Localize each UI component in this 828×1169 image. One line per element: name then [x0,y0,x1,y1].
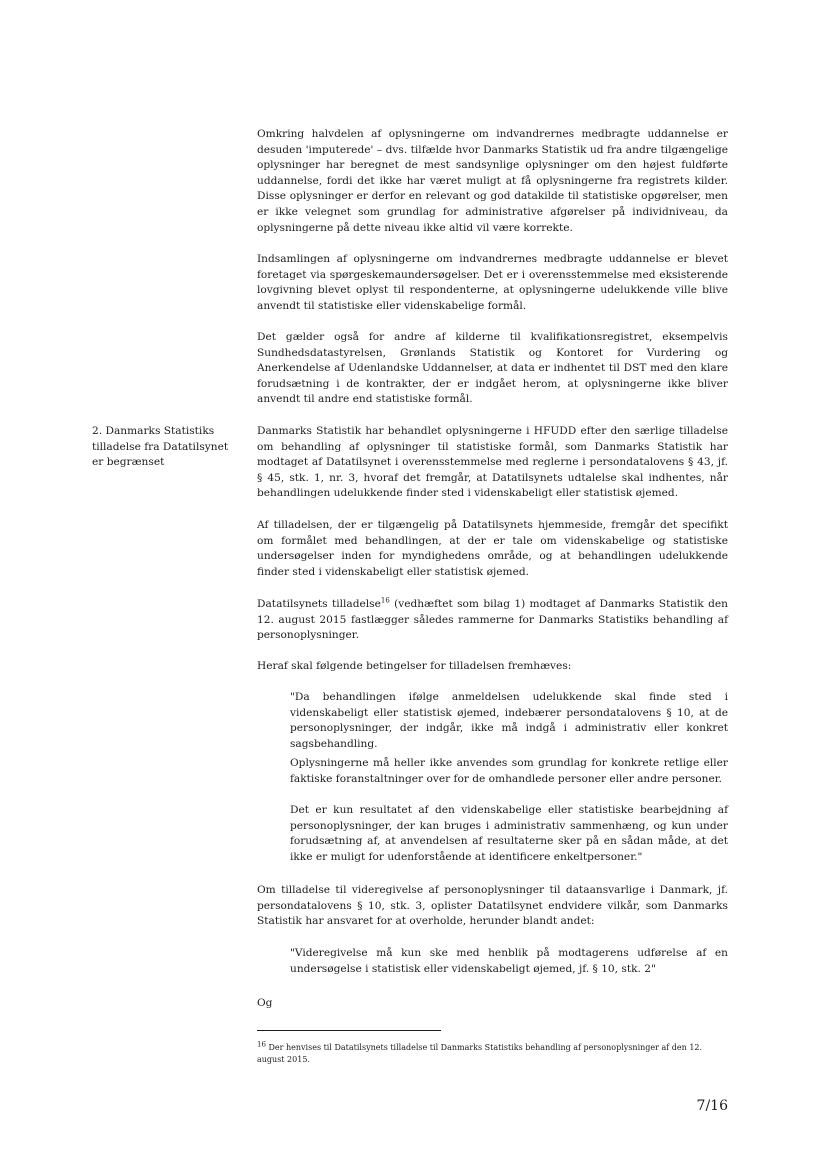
collection-paragraph: Indsamlingen af oplysningerne om indvandrernes medbragte uddannelse er blevet foretaget via spørgeskemaundersøgelser. Det er i overensstemmelse med eksisterende lovgivning blevet oplyst til respondenterne, at oplysningerne udelukkende ville blive anvendt til statistiske eller videnskabelige formål. [257,253,728,312]
page-number: 7/16 [696,1098,728,1114]
footnote-divider [257,1030,441,1031]
footnote [257,1042,728,1066]
footnote-number: 16 [257,1040,266,1049]
purpose-paragraph: Af tilladelsen, der er tilgængelig på Datatilsynets hjemmeside, fremgår det specifikt om formålet med behandlingen, at der er tale om videnskabelige og statistiske undersøgelser inden for myndighedens område, og at behandlingen udelukkende finder sted i videnskabeligt eller statistisk øjemed. [257,519,728,578]
approval-text-end: (vedhæftet som bilag 1) modtaget af Danmarks Statistik den 12. august 2015 fastlægger således rammerne for Danmarks Statistiks behandling af personoplysninger. [257,598,729,642]
quote-3: Det er kun resultatet af den videnskabelige eller statistiske bearbejdning af personoplysninger, der kan bruges i administrativ sammenhæng, og kun under forudsætning af, at anvendelsen af resultaterne sker på en sådan måde, at det ikke er muligt for udenforstående at identificere enkeltpersoner." [290,804,728,863]
quote-1: "Da behandlingen ifølge anmeldelsen udelukkende skal finde sted i videnskabeligt eller statistisk øjemed, indebærer persondatalovens § 10, at de personoplysninger, der indgår, ikke må indgå i administrativ eller konkret sagsbehandling. [290,691,728,750]
sources-paragraph: Det gælder også for andre af kilderne til kvalifikationsregistret, eksempelvis Sundhedsdatastyrelsen, Grønlands Statistik og Kontoret for Vurdering og Anerkendelse af Udenlandske Uddannelser, at data er indhentet til DST med den klare forudsætning i de kontrakter, der er indgået herom, at oplysningerne ikke bliver anvendt til andre end statistiske formål. [257,331,728,406]
footnote-ref: 16 [380,596,390,605]
intro-paragraph: Omkring halvdelen af oplysningerne om indvandrernes medbragte uddannelse er desuden 'imputerede' – dvs. tilfælde hvor Danmarks Statistik ud fra andre tilgængelige oplysninger har beregnet de mest sandsynlige oplysninger om den højest fuldførte uddannelse, fordi det ikke har været muligt at få oplysningerne fra registrets kilder. Disse oplysninger er derfor en relevant og god datakilde til statistiske opgørelser, men er ikke velegnet som grundlag for administrative afgørelser på individniveau, da oplysningerne på dette niveau ikke altid vil være korrekte. [257,128,728,234]
disclosure-paragraph: Om tilladelse til videregivelse af personoplysninger til dataansvarlige i Danmark, jf. persondatalovens § 10, stk. 3, oplister Datatilsynet endvidere vilkår, som Danmarks Statistik har ansvaret for at overholde, herunder blandt andet: [257,884,728,928]
og-line: Og [257,997,273,1009]
quote-4: "Videregivelse må kun ske med henblik på modtagerens udførelse af en undersøgelse i statistisk eller videnskabeligt øjemed, jf. § 10, stk. 2" [290,947,728,975]
quote-2: Oplysningerne må heller ikke anvendes som grundlag for konkrete retlige eller faktiske foranstaltninger over for de omhandlede personer eller andre personer. [290,757,728,785]
approval-paragraph [257,597,728,644]
footnote-text: Der henvises til Datatilsynets tilladelse til Danmarks Statistiks behandling af personoplysninger af den 12. august 2015. [257,1043,703,1064]
conditions-intro: Heraf skal følgende betingelser for tilladelsen fremhæves: [257,660,572,672]
side-heading: 2. Danmarks Statistiks tilladelse fra Datatilsynet er begrænset [92,425,229,469]
approval-text-start: Datatilsynets tilladelse [257,598,381,610]
permission-paragraph: Danmarks Statistik har behandlet oplysningerne i HFUDD efter den særlige tilladelse om behandling af oplysninger til statistiske formål, som Danmarks Statistik har modtaget af Datatilsynet i overensstemmelse med reglerne i persondatalovens § 43, jf. § 45, stk. 1, nr. 3, hvoraf det fremgår, at Datatilsynets udtalelse skal indhentes, når behandlingen udelukkende finder sted i videnskabeligt eller statistisk øjemed. [257,425,728,500]
